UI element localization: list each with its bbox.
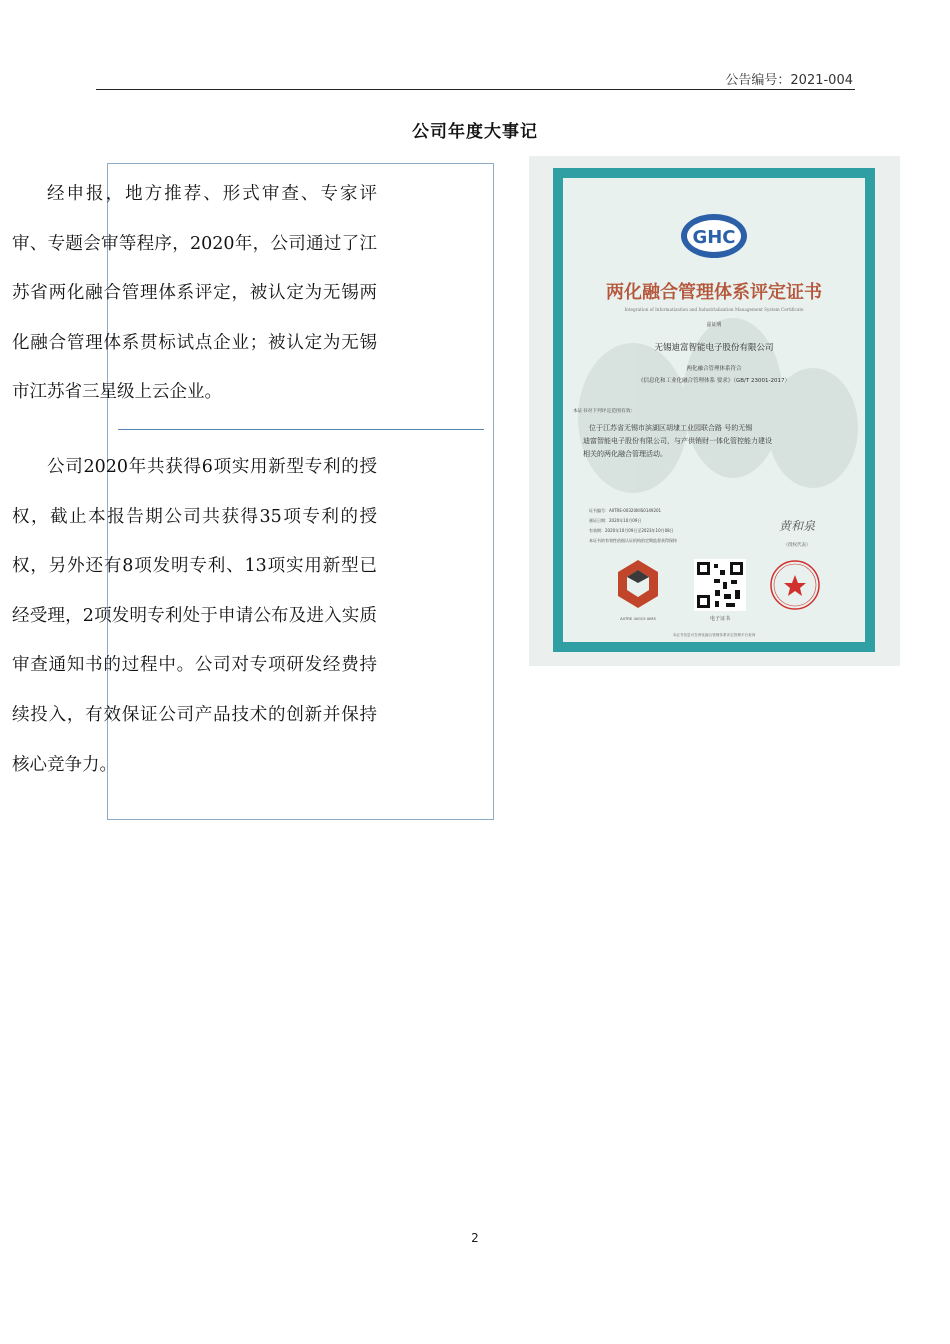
paragraph-patents-text: 公司2020年共获得6项实用新型专利的授权，截止本报告期公司共获得35项专利的授权，另外还有8项发明专利、13项实用新型已经受理，2项发明专利处于申请公布及进入实质审查通知书的过程中。公司对专项研发经费持续投入，有效保证公司产品技术的创新并保持核心竞争力。 <box>12 457 377 775</box>
paragraph-patents <box>12 443 377 790</box>
certificate-company: 无锡迪富智能电子股份有限公司 <box>654 343 774 353</box>
scope-label: 本证书对下列评定范围有效： <box>573 409 636 414</box>
scope-line-2: 迪富智能电子股份有限公司，与产供销财一体化管控能力建设 <box>583 437 772 445</box>
certificate-title: 两化融合管理体系评定证书 <box>606 282 822 303</box>
signer-label: （授权代表） <box>783 543 811 548</box>
section-divider <box>118 429 484 430</box>
qr-label: 电子证书 <box>709 616 731 622</box>
bottom-note: 本证书信息可在两化融合管理体系评定管理平台查询 <box>672 633 756 637</box>
official-seal-icon <box>771 561 819 609</box>
scope-line-3: 相关的两化融合管理活动。 <box>583 450 667 458</box>
accreditation-label: AIITRE 40015 IIIMS <box>620 616 656 621</box>
paragraph-certification-text: 经申报，地方推荐、形式审查、专家评审、专题会审等程序，2020年，公司通过了江苏省两化融合管理体系评定，被认定为无锡两化融合管理体系贯标试点企业；被认定为无锡市江苏省三星级上云企业。 <box>12 184 377 403</box>
page-number: 2 <box>471 1231 479 1245</box>
qr-code-icon <box>694 559 746 611</box>
certificate-number: 证书编号：AIITRE-00320IIIIS0149201 <box>589 508 662 513</box>
valid-date: 有效期：2020年10月09日至2023年10月08日 <box>589 528 674 533</box>
scope-line-1: 位于江苏省无锡市滨湖区胡埭工业园联合路 号的无锡 <box>589 424 753 432</box>
accreditation-mark-icon <box>618 560 658 608</box>
signature: 黄和泉 <box>778 519 816 533</box>
paragraph-certification <box>12 170 377 418</box>
certificate-image <box>563 178 865 642</box>
page-title: 公司年度大事记 <box>412 122 538 142</box>
conform-label: 两化融合管理体系符合 <box>686 366 742 372</box>
certify-label: 兹证明 <box>706 322 722 328</box>
certificate-note: 本证书的有效性依据认证机构的定期监督获得保持 <box>589 538 677 543</box>
issue-date: 颁证日期：2020年10月09日 <box>589 518 642 523</box>
certificate-standard: 《信息化和工业化融合管理体系 要求》（GB/T 23001-2017） <box>638 378 790 384</box>
header-rule <box>96 89 855 90</box>
logo-text: GHC <box>692 227 736 248</box>
ghc-logo-icon <box>681 214 747 258</box>
certificate-subtitle-en: Integration of Informatization and Industrialization Management System Certificate <box>624 307 804 312</box>
announcement-number: 公告编号：2021-004 <box>725 73 853 88</box>
